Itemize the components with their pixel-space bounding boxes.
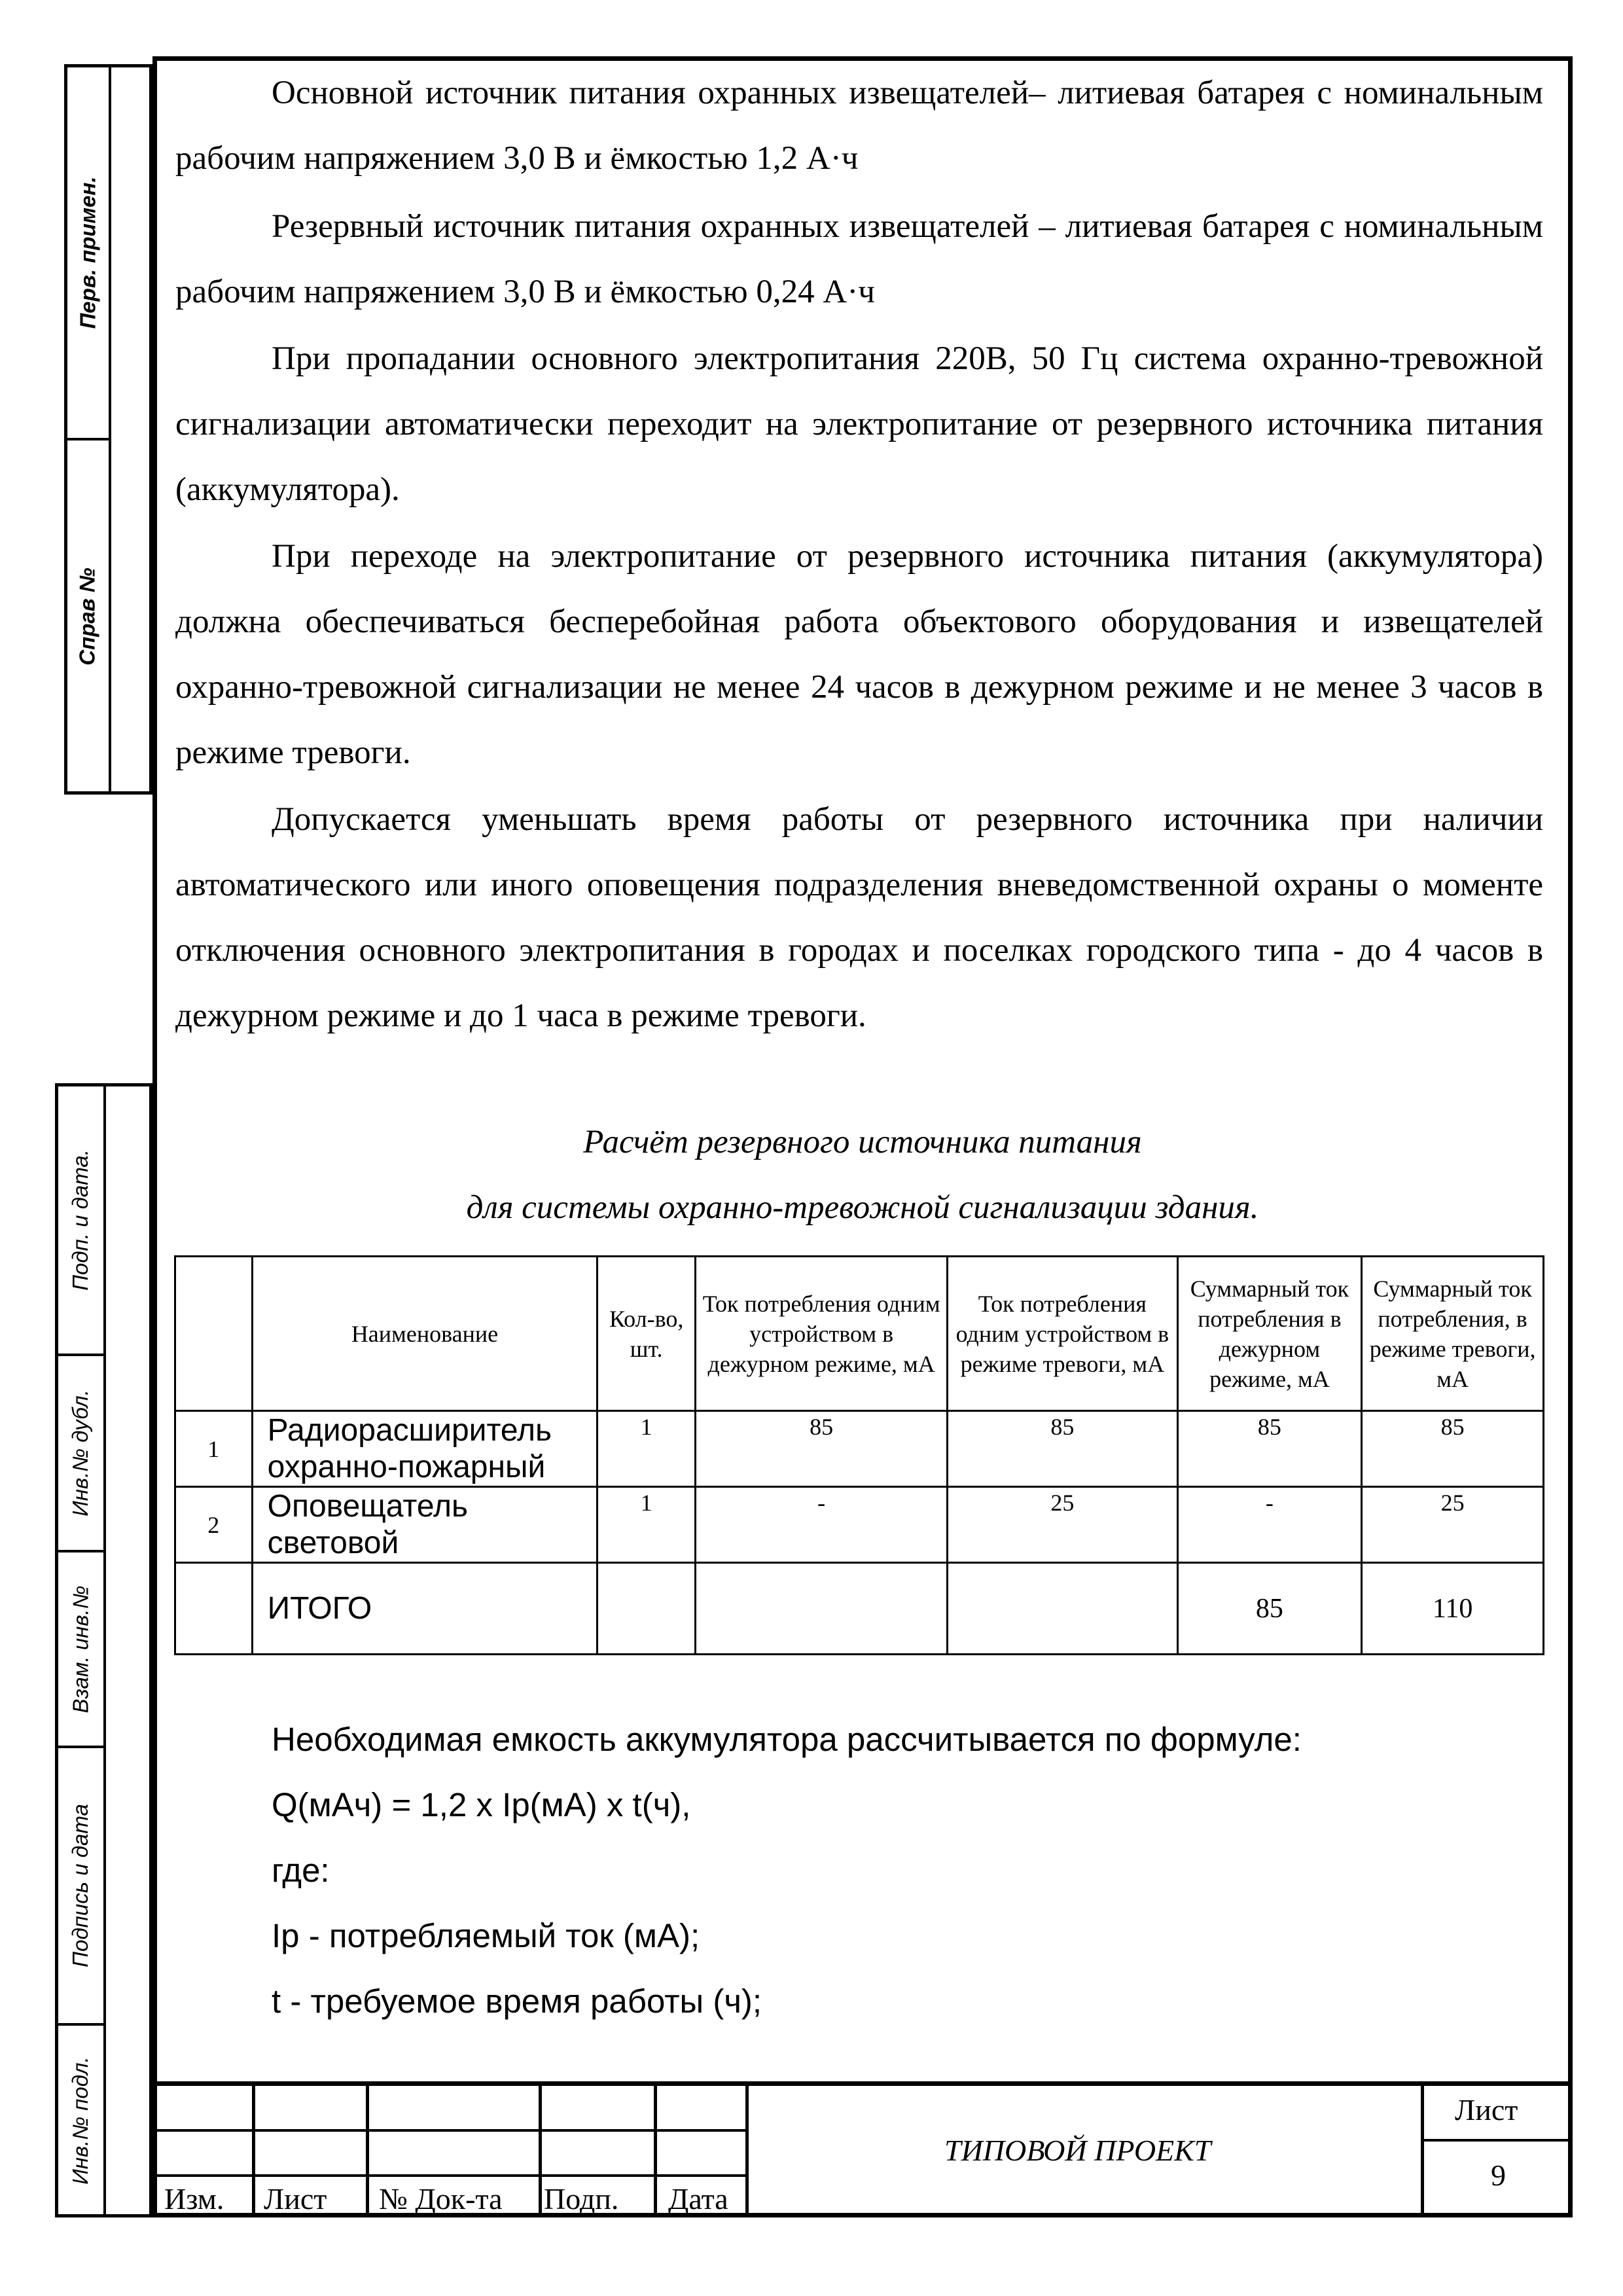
row-sum-duty: 85	[1177, 1411, 1362, 1487]
total-current-duty	[696, 1563, 948, 1655]
title-izm: Изм.	[164, 2182, 224, 2215]
formula-intro: Необходимая емкость аккумулятора рассчитывается по формуле:	[272, 1721, 1302, 1758]
project-name: ТИПОВОЙ ПРОЕКТ	[944, 2134, 1211, 2167]
header-num	[175, 1257, 253, 1411]
paragraph-uninterrupted: При переходе на электропитание от резервного источника питания (аккумулятора) должна обеспечиваться бесперебойная работа объектового оборудования и извещателей охранно-тревожной сигнализации не менее 24 часов в дежурном режиме и не менее 3 часов в режиме тревоги.	[175, 538, 1543, 771]
row-name: Радиорасширитель охранно-пожарный	[252, 1411, 597, 1487]
total-sum-alarm: 110	[1362, 1563, 1544, 1655]
margin-cell-inv-podl	[55, 2023, 106, 2217]
title-block-row-line	[152, 2129, 745, 2132]
margin-cell-podpis-data	[55, 1746, 106, 2026]
sheet-label: Лист	[1455, 2093, 1518, 2126]
reserve-power-table	[174, 1255, 1544, 1655]
title-block-divider	[745, 2086, 749, 2217]
total-sum-duty: 85	[1177, 1563, 1362, 1655]
table-caption-line2: для системы охранно-тревожной сигнализации здания.	[466, 1189, 1259, 1226]
title-block-row-line	[152, 2174, 745, 2177]
formula-where: где:	[272, 1852, 330, 1889]
title-list: Лист	[264, 2182, 327, 2215]
title-block-divider	[1421, 2086, 1424, 2217]
title-data: Дата	[668, 2182, 728, 2215]
margin-cell-lower-blank	[103, 1083, 152, 2217]
paragraph-reserve-source: Резервный источник питания охранных извещателей – литиевая батарея с номинальным рабочим напряжением 3,0 В и ёмкостью 0,24 А·ч	[175, 208, 1543, 310]
header-name: Наименование	[252, 1257, 597, 1411]
title-block-row-line	[1421, 2139, 1573, 2142]
title-block-divider	[654, 2086, 657, 2217]
podp-data-label: Подп. и дата.	[68, 1149, 93, 1291]
header-current-alarm: Ток потребления одним устройством в режиме тревоги, мА	[948, 1257, 1177, 1411]
total-label: ИТОГО	[252, 1563, 597, 1655]
table-total-row	[175, 1563, 1544, 1655]
paragraph-main-source: Основной источник питания охранных извещателей– литиевая батарея с номинальным рабочим напряжением 3,0 В и ёмкостью 1,2 А·ч	[175, 75, 1543, 177]
table-header-row	[175, 1257, 1544, 1411]
header-current-duty: Ток потребления одним устройством в дежурном режиме, мА	[696, 1257, 948, 1411]
vzam-inv-label: Взам. инв.№	[68, 1585, 93, 1713]
formula-t-definition: t - требуемое время работы (ч);	[272, 1982, 762, 2020]
title-block	[152, 2081, 1573, 2217]
title-block-divider	[539, 2086, 542, 2217]
row-num: 1	[175, 1411, 253, 1487]
header-sum-alarm: Суммарный ток потребления, в режиме тревоги, мА	[1362, 1257, 1544, 1411]
paragraph-reduction: Допускается уменьшать время работы от резервного источника при наличии автоматического или иного оповещения подразделения вневедомственной охраны о моменте отключения основного электропитания в городах и поселках городского типа - до 4 часов в дежурном режиме и до 1 часа в режиме тревоги.	[175, 801, 1543, 1034]
perv-primen-label: Перв. примен.	[75, 176, 100, 329]
row-sum-alarm: 85	[1362, 1411, 1544, 1487]
table-caption-line1: Расчёт резервного источника питания	[583, 1124, 1142, 1160]
margin-cell-perv-primen	[64, 64, 111, 440]
formula-expression: Q(мАч) = 1,2 x Iр(мА) x t(ч),	[272, 1786, 691, 1823]
row-qty: 1	[597, 1411, 696, 1487]
sheet-number: 9	[1491, 2159, 1506, 2192]
title-podp: Подп.	[544, 2182, 619, 2215]
table-row	[175, 1411, 1544, 1487]
header-sum-duty: Суммарный ток потребления в дежурном режиме, мА	[1177, 1257, 1362, 1411]
row-current-duty: 85	[696, 1411, 948, 1487]
margin-cell-sprav	[64, 438, 111, 795]
row-current-alarm: 25	[948, 1487, 1177, 1563]
title-block-divider	[252, 2086, 255, 2217]
title-block-divider	[366, 2086, 369, 2217]
paragraph-power-loss: При пропадании основного электропитания 220В, 50 Гц система охранно-тревожной сигнализации автоматически переходит на электропитание от резервного источника питания (аккумулятора).	[175, 340, 1543, 508]
inv-podl-label: Инв.№ подл.	[68, 2056, 93, 2185]
margin-cell-podp-data	[55, 1083, 106, 1356]
total-current-alarm	[948, 1563, 1177, 1655]
row-current-duty: -	[696, 1487, 948, 1563]
row-sum-alarm: 25	[1362, 1487, 1544, 1563]
margin-cell-upper-blank	[109, 64, 152, 795]
total-num	[175, 1563, 253, 1655]
header-qty: Кол-во, шт.	[597, 1257, 696, 1411]
row-num: 2	[175, 1487, 253, 1563]
total-qty	[597, 1563, 696, 1655]
row-name: Оповещатель световой	[252, 1487, 597, 1563]
inv-dubl-label: Инв.№ дубл.	[68, 1390, 92, 1516]
margin-cell-inv-dubl	[55, 1354, 106, 1552]
table-row	[175, 1487, 1544, 1563]
row-sum-duty: -	[1177, 1487, 1362, 1563]
row-qty: 1	[597, 1487, 696, 1563]
title-doc: № Док-та	[379, 2182, 503, 2215]
sprav-label: Справ №	[75, 567, 100, 666]
row-current-alarm: 85	[948, 1411, 1177, 1487]
podpis-data-label: Подпись и дата	[68, 1804, 93, 1967]
formula-ip-definition: Iр - потребляемый ток (мА);	[272, 1917, 700, 1954]
margin-cell-vzam-inv	[55, 1550, 106, 1748]
